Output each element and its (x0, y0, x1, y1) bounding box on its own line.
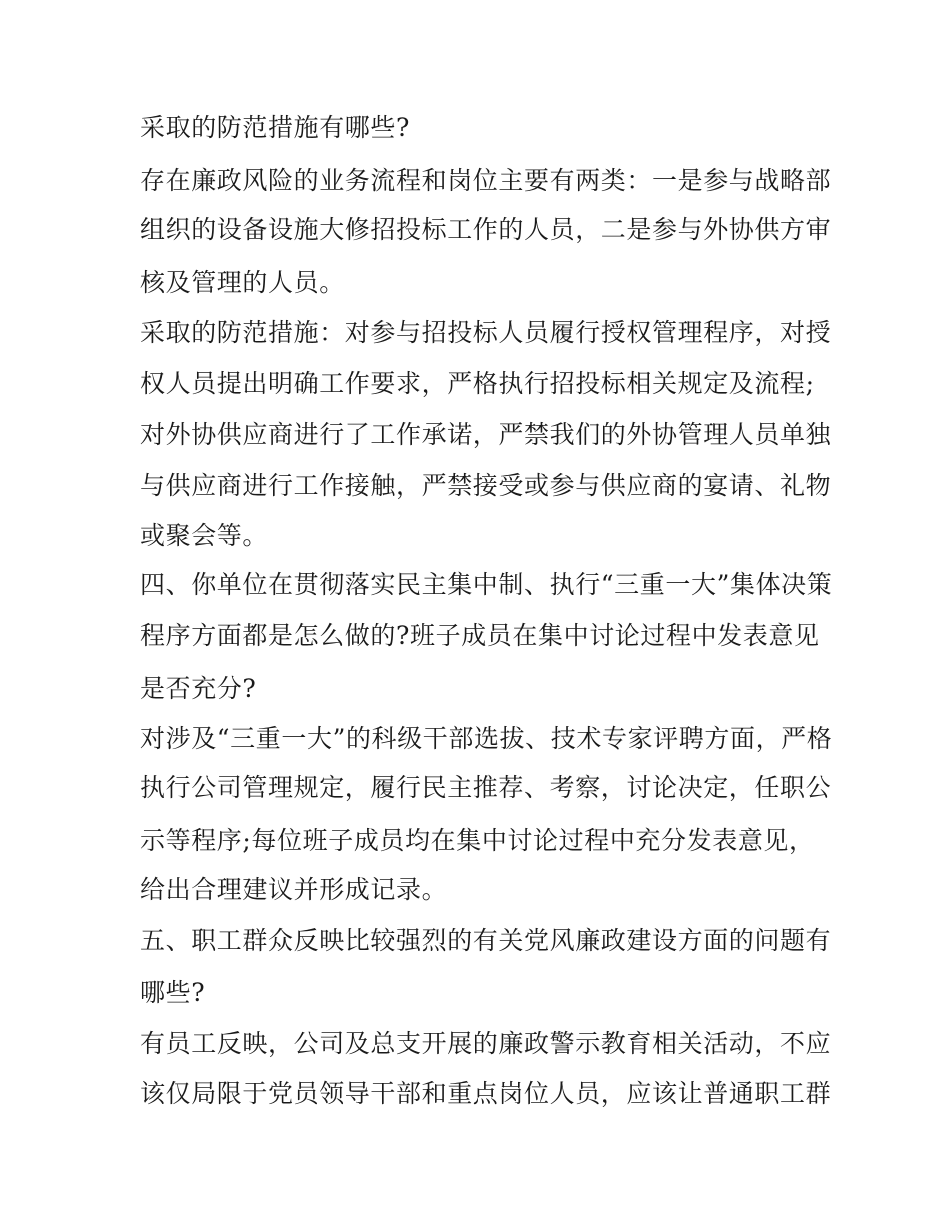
text-line: 该仅局限于党员领导干部和重点岗位人员，应该让普通职工群 (140, 1079, 832, 1108)
text-line: 对外协供应商进行了工作承诺，严禁我们的外协管理人员单独 (140, 420, 832, 449)
text-line: 四、你单位在贯彻落实民主集中制、执行“三重一大”集体决策 (140, 570, 833, 599)
text-line: 采取的防范措施有哪些? (140, 113, 411, 142)
text-line: 与供应商进行工作接触，严禁接受或参与供应商的宴请、礼物 (140, 471, 832, 500)
text-line: 采取的防范措施：对参与招投标人员履行授权管理程序，对授 (140, 318, 832, 347)
text-line: 给出合理建议并形成记录。 (140, 875, 448, 904)
text-line: 执行公司管理规定，履行民主推荐、考察，讨论决定，任职公 (140, 773, 832, 802)
text-line: 示等程序;每位班子成员均在集中讨论过程中充分发表意见， (140, 826, 815, 855)
text-line: 核及管理的人员。 (140, 268, 345, 297)
text-line: 哪些? (140, 978, 206, 1007)
text-line: 是否充分? (140, 674, 257, 703)
text-line: 或聚会等。 (140, 521, 269, 550)
text-line: 权人员提出明确工作要求，严格执行招投标相关规定及流程; (140, 369, 815, 398)
text-line: 有员工反映，公司及总支开展的廉政警示教育相关活动，不应 (140, 1029, 832, 1058)
text-line: 程序方面都是怎么做的?班子成员在集中讨论过程中发表意见 (140, 621, 820, 650)
text-line: 五、职工群众反映比较强烈的有关党风廉政建设方面的问题有 (140, 926, 832, 955)
text-line: 对涉及“三重一大”的科级干部选拔、技术专家评聘方面，严格 (140, 724, 833, 753)
text-line: 组织的设备设施大修招投标工作的人员，二是参与外协供方审 (140, 215, 832, 244)
text-line: 存在廉政风险的业务流程和岗位主要有两类：一是参与战略部 (140, 166, 832, 195)
